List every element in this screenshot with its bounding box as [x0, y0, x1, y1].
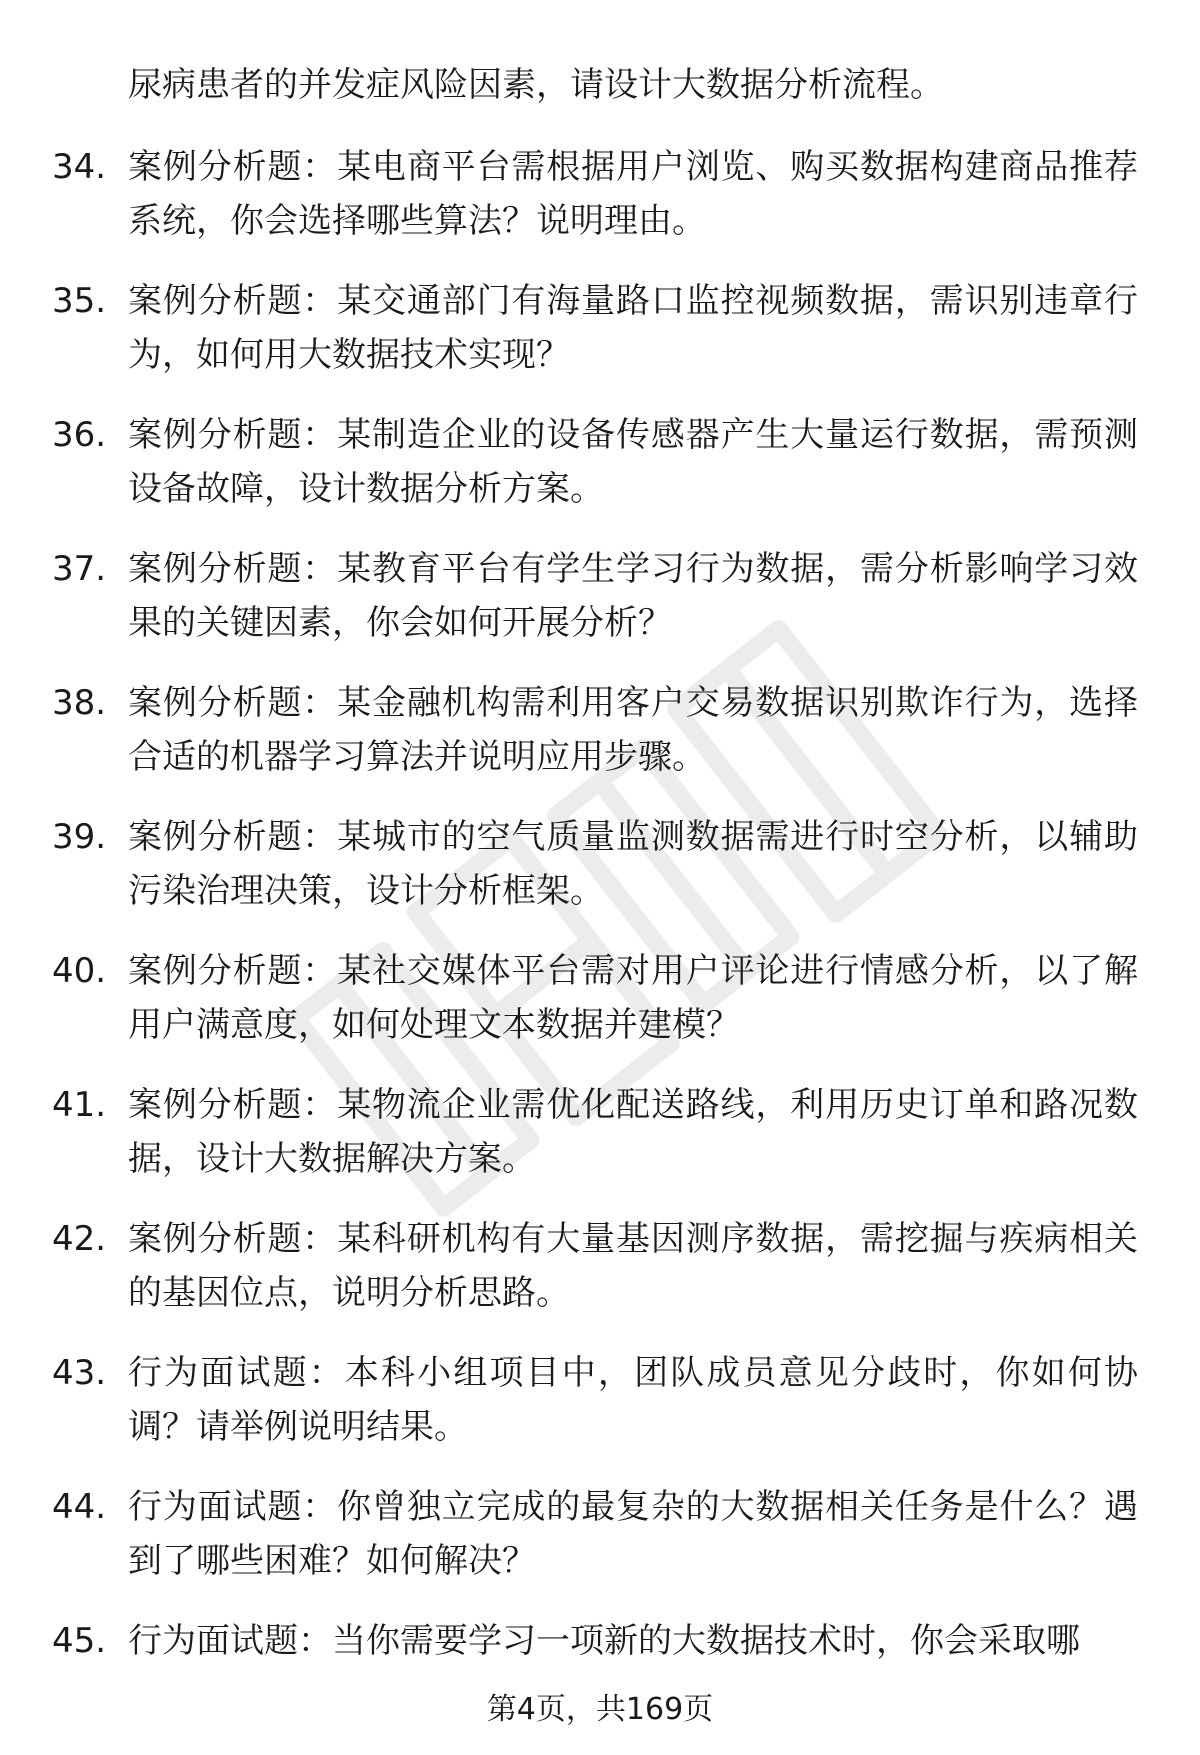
question-item: [0, 1078, 1200, 1212]
question-number: 37.: [52, 549, 107, 589]
question-item: [0, 1346, 1200, 1480]
question-text: 案例分析题：某物流企业需优化配送路线，利用历史订单和路况数据，设计大数据解决方案。: [128, 1085, 1138, 1179]
question-item: [0, 1480, 1200, 1614]
question-number: 43.: [52, 1353, 107, 1393]
question-text: 案例分析题：某城市的空气质量监测数据需进行时空分析，以辅助污染治理决策，设计分析框架。: [128, 817, 1138, 911]
question-item: [0, 408, 1200, 542]
question-item: [0, 542, 1200, 676]
question-number: 36.: [52, 415, 107, 455]
question-item: [0, 140, 1200, 274]
question-text: 行为面试题：本科小组项目中，团队成员意见分歧时，你如何协调？请举例说明结果。: [128, 1353, 1138, 1447]
question-item: [0, 274, 1200, 408]
page-footer: 第4页，共169页: [486, 1692, 714, 1727]
question-number: 34.: [52, 147, 107, 187]
question-text: 案例分析题：某金融机构需利用客户交易数据识别欺诈行为，选择合适的机器学习算法并说明应用步骤。: [128, 683, 1138, 777]
question-text: 案例分析题：某交通部门有海量路口监控视频数据，需识别违章行为，如何用大数据技术实现？: [128, 281, 1138, 375]
question-text: 案例分析题：某教育平台有学生学习行为数据，需分析影响学习效果的关键因素，你会如何开展分析？: [128, 549, 1138, 643]
question-text: 行为面试题：当你需要学习一项新的大数据技术时，你会采取哪: [128, 1621, 1080, 1661]
question-text: 案例分析题：某电商平台需根据用户浏览、购买数据构建商品推荐系统，你会选择哪些算法？说明理由。: [128, 147, 1138, 241]
question-item: [0, 1212, 1200, 1346]
question-text: 案例分析题：某社交媒体平台需对用户评论进行情感分析，以了解用户满意度，如何处理文本数据并建模？: [128, 951, 1138, 1045]
question-item: [0, 944, 1200, 1078]
question-number: 40.: [52, 951, 107, 991]
question-number: 42.: [52, 1219, 107, 1259]
question-number: 41.: [52, 1085, 107, 1125]
question-item: [0, 676, 1200, 810]
question-text: 案例分析题：某制造企业的设备传感器产生大量运行数据，需预测设备故障，设计数据分析方案。: [128, 415, 1138, 509]
question-number: 38.: [52, 683, 107, 723]
continuation-text: 尿病患者的并发症风险因素，请设计大数据分析流程。: [128, 65, 944, 105]
question-number: 35.: [52, 281, 107, 321]
question-number: 45.: [52, 1621, 107, 1661]
question-list: [0, 140, 1200, 1748]
question-item: [0, 810, 1200, 944]
question-text: 案例分析题：某科研机构有大量基因测序数据，需挖掘与疾病相关的基因位点，说明分析思路。: [128, 1219, 1138, 1313]
question-number: 44.: [52, 1487, 107, 1527]
question-text: 行为面试题：你曾独立完成的最复杂的大数据相关任务是什么？遇到了哪些困难？如何解决？: [128, 1487, 1138, 1581]
question-number: 39.: [52, 817, 107, 857]
